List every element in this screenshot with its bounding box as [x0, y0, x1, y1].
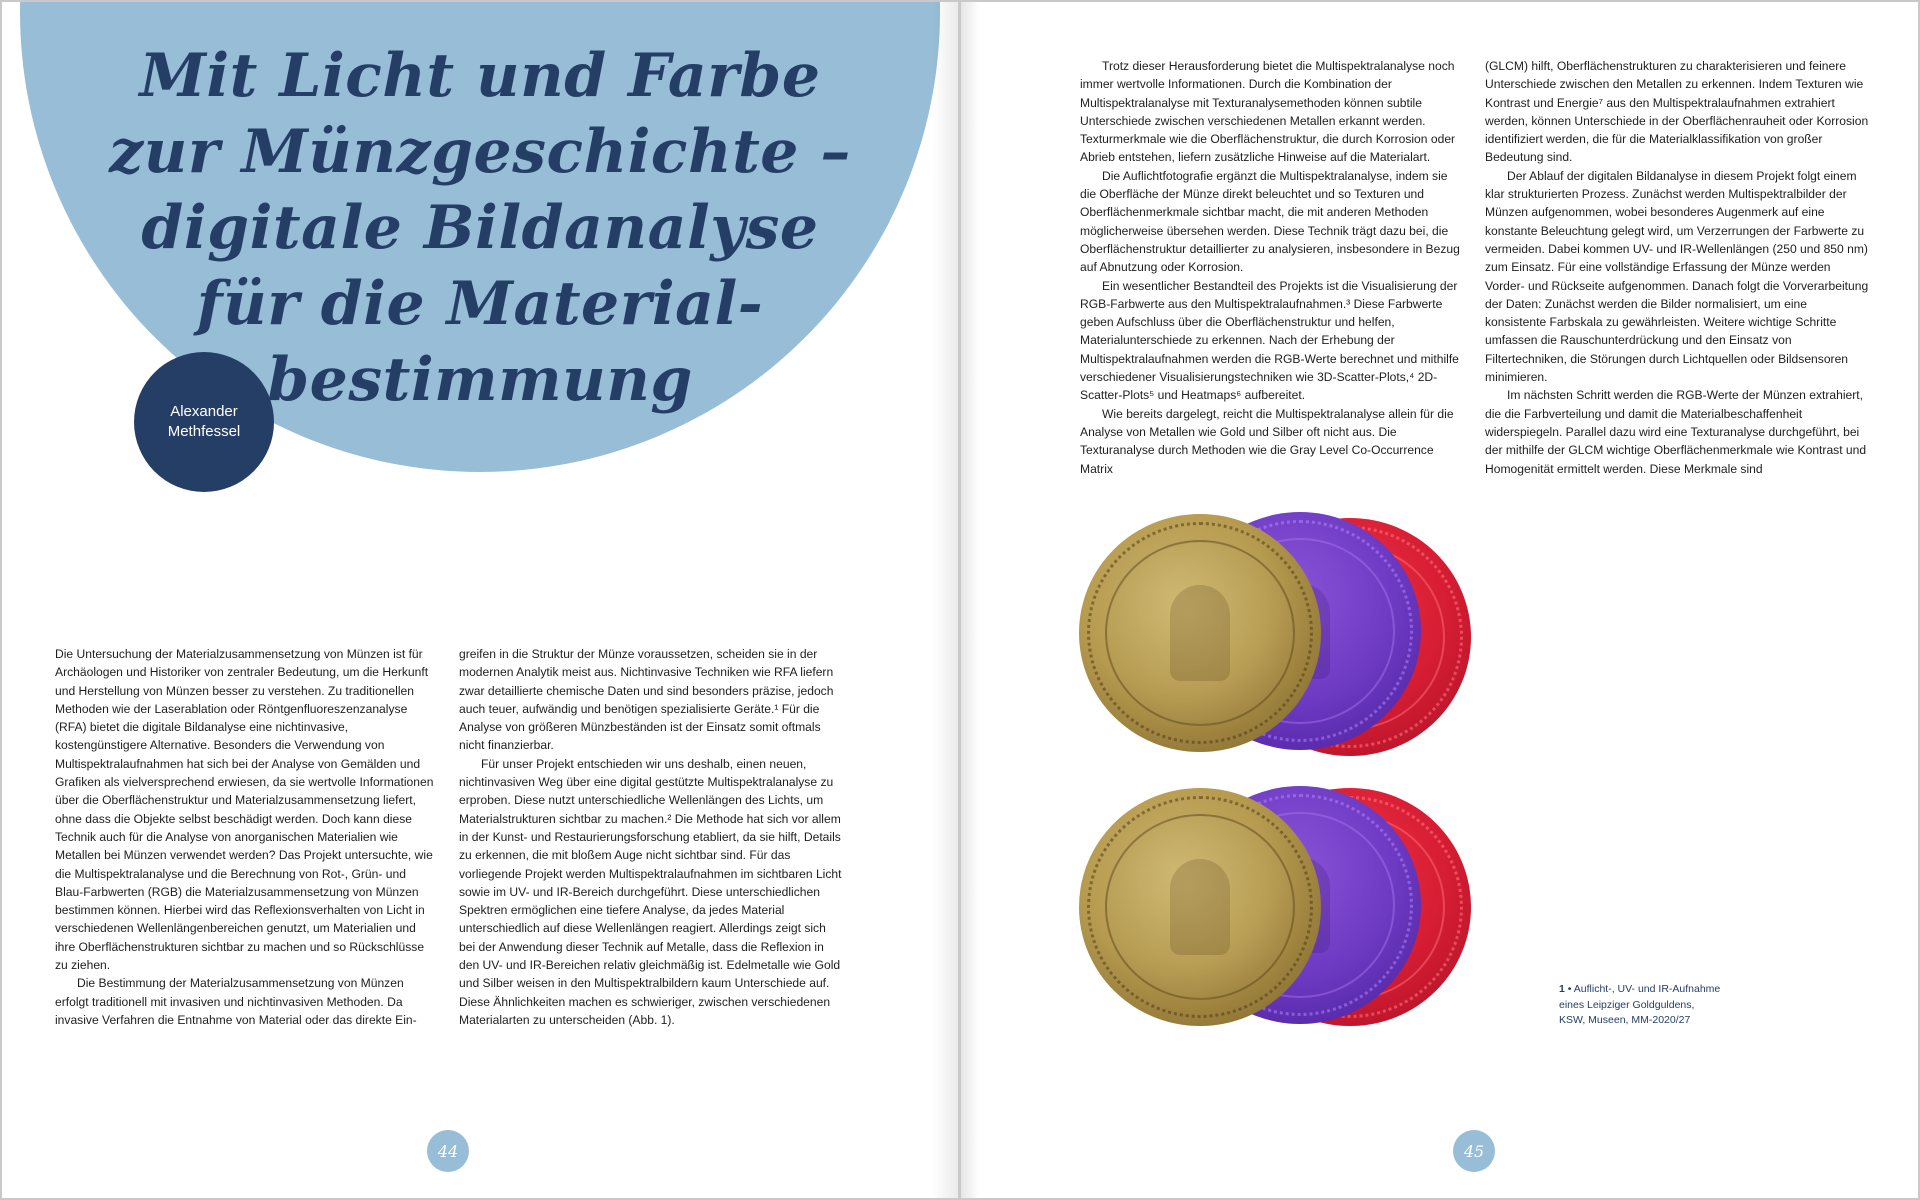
- coin-figure: [1079, 510, 1479, 1030]
- paragraph: Der Ablauf der digitalen Bildanalyse in diesem Projekt folgt einem klar strukturierten Prozess. Zunächst werden Multispektralbilder der Münzen aufgenommen, wobei besonderes Augenmerk auf eine konstante Beleuchtung gelegt wird, um Verzerrungen der Farbwerte zu vermeiden. Dabei kommen UV- und IR-Wellenlängen (250 und 850 nm) zum Einsatz. Für eine vollständige Erfassung der Münze werden Vorder- und Rückseite aufgenommen. Danach folgt die Vorverarbeitung der Daten: Zunächst werden die Bilder normalisiert, um eine konsistente Farbskala zu gewährleisten. Weitere wichtige Schritte umfassen die Rauschunterdrückung und den Einsatz von Filtertechniken, die Störungen durch Lichtquellen oder Bildsensoren minimieren.: [1485, 168, 1869, 385]
- paragraph: Die Untersuchung der Materialzusammensetzung von Münzen ist für Archäologen und Historiker von zentraler Bedeutung, um die Herkunft und Herstellung von Münzen besser zu verstehen. Zu traditionellen Methoden wie der Laserablation oder Röntgenfluoreszenzanalyse (RFA) bietet die digitale Bildanalyse eine nichtinvasive, kostengünstigere Alternative. Besonders die Verwendung von Multispektralaufnahmen hat sich bei der Analyse von Gemälden und Grafiken als vielversprechend erwiesen, da sie wertvolle Informationen über die Oberflächenstruktur und Materialzusammensetzung liefert, ohne dass die Objekte selbst beschädigt werden. Doch kann diese Technik auch für die Analyse von anorganischen Materialien wie Metallen bei Münzen verwendet werden? Das Projekt untersuchte, wie die Multispektralanalyse und die Berechnung von Rot-, Grün- und Blau-Farbwerten (RGB) die Materialzusammensetzung von Münzen bestimmen können. Hierbei wird das Reflexionsverhalten von Licht in verschiedenen Wellenlängenbereichen genutzt, um Materialien und ihre Oberflächenstrukturen sichtbar zu machen und so Rückschlüsse zu ziehen.: [55, 647, 434, 973]
- title-line: für die Material-: [196, 269, 764, 339]
- author-badge: [134, 352, 274, 492]
- coin-gold-obverse: [1079, 514, 1321, 752]
- magazine-spread: [2, 2, 1918, 1198]
- left-column-2: [459, 645, 844, 1029]
- paragraph: Trotz dieser Herausforderung bietet die Multispektralanalyse noch immer wertvolle Informationen. Durch die Kombination der Multispektralanalyse mit Texturanalysemethoden können subtile Unterschiede zwischen verschiedenen Metallen erkannt werden. Texturmerkmale wie die Oberflächenstruktur, die durch Korrosion oder Abrieb entstehen, liefern zusätzliche Hinweise auf die Materialart.: [1080, 59, 1456, 165]
- title-line: digitale Bildanalyse: [141, 193, 819, 263]
- caption-line: • Auflicht-, UV- und IR-Aufnahme: [1567, 983, 1721, 995]
- author-first-name: Alexander: [170, 403, 238, 420]
- paragraph: Für unser Projekt entschieden wir uns deshalb, einen neuen, nichtinvasiven Weg über eine digital gestützte Multispektralanalyse zu erproben. Diese nutzt unterschiedliche Wellenlängen des Lichts, um Materialstrukturen sichtbar zu machen.² Die Methode hat sich vor allem in der Kunst- und Restaurierungsforschung etabliert, da sie hilft, Details zu erkennen, die mit bloßem Auge nicht sichtbar sind. Für das vorliegende Projekt werden Multispektralaufnahmen im sichtbaren Licht sowie im UV- und IR-Bereich durchgeführt. Diese unterschiedlichen Spektren ermöglichen eine tiefere Analyse, da jedes Material unterschiedlich auf diese Wellenlängen reagiert. Allerdings zeigt sich bei der Anwendung dieser Technik auf Metalle, dass die Reflexion in den UV- und IR-Bereichen relativ gleichmäßig ist. Edelmetalle wie Gold und Silber weisen in den Multispektralbildern kaum Unterschiede auf. Diese Ähnlichkeiten machen es schwieriger, zwischen verschiedenen Materialarten zu unterscheiden (Abb. 1).: [459, 756, 842, 1027]
- title-line: bestimmung: [267, 345, 693, 415]
- author-last-name: Methfessel: [167, 423, 241, 440]
- caption-number: 1: [1559, 983, 1565, 995]
- paragraph: greifen in die Struktur der Münze voraussetzen, scheiden sie in der modernen Analytik meist aus. Nichtinvasive Techniken wie RFA liefern zwar detaillierte chemische Daten und sind besonders präzise, jedoch auch teuer, aufwändig und benötigen spezialisierte Geräte.¹ Für die Analyse von größeren Münzbeständen ist der Einsatz somit oftmals nicht finanzierbar.: [459, 647, 834, 753]
- caption-line: eines Leipziger Goldguldens,: [1559, 998, 1695, 1011]
- title-line: Mit Licht und Farbe: [139, 41, 821, 111]
- right-column-2: [1485, 57, 1870, 478]
- left-column-1: [55, 645, 435, 1029]
- caption-line: KSW, Museen, MM-2020/27: [1559, 1014, 1691, 1026]
- coin-gold-reverse: [1079, 788, 1321, 1026]
- paragraph: (GLCM) hilft, Oberflächenstrukturen zu charakterisieren und feinere Unterschiede zwischen den Metallen zu erkennen. Indem Texturen wie Kontrast und Energie⁷ aus den Multispektralaufnahmen extrahiert werden, können Unterschiede in der Oberflächenrauheit oder Korrosion identifiziert werden, die für die Materialklassifikation von großer Bedeutung sind.: [1485, 59, 1869, 165]
- figure-caption: [1559, 982, 1759, 1029]
- page-number-left: 44: [427, 1130, 469, 1172]
- left-page: [2, 2, 958, 1198]
- title-line: zur Münzgeschichte –: [109, 117, 851, 187]
- page-number-right: 45: [1453, 1130, 1495, 1172]
- gutter-shadow: [932, 2, 958, 1198]
- right-column-1: [1080, 57, 1460, 478]
- paragraph: Im nächsten Schritt werden die RGB-Werte der Münzen extrahiert, die die Farbverteilung und damit die Materialbeschaffenheit widerspiegeln. Parallel dazu wird eine Texturanalyse durchgeführt, bei der mithilfe der GLCM wichtige Oberflächenmerkmale wie Kontrast und Homogenität ermittelt werden. Diese Merkmale sind: [1485, 388, 1867, 476]
- paragraph: Wie bereits dargelegt, reicht die Multispektralanalyse allein für die Analyse von Metallen wie Gold und Silber oft nicht aus. Die Texturanalyse durch Methoden wie die Gray Level Co-Occurrence Matrix: [1080, 406, 1454, 476]
- paragraph: Die Auflichtfotografie ergänzt die Multispektralanalyse, indem sie die Oberfläche der Münze direkt beleuchtet und so Texturen und Oberflächenmerkmale sichtbar macht, die mit anderen Methoden möglicherweise übersehen werden. Diese Technik trägt dazu bei, die Oberflächenstruktur detaillierter zu analysieren, insbesondere in Bezug auf Abnutzung oder Korrosion.: [1080, 168, 1460, 275]
- paragraph: Ein wesentlicher Bestandteil des Projekts ist die Visualisierung der RGB-Farbwerte aus den Multispektralaufnahmen.³ Diese Farbwerte geben Aufschluss über die Oberflächenstruktur und helfen, Materialunterschiede zu erkennen. Nach der Erhebung der Multispektralaufnahmen werden die RGB-Werte berechnet und mithilfe verschiedener Visualisierungstechniken wie 3D-Scatter-Plots,⁴ 2D-Scatter-Plots⁵ und Heatmaps⁶ aufbereitet.: [1080, 278, 1459, 403]
- right-page: [961, 2, 1918, 1198]
- paragraph: Die Bestimmung der Materialzusammensetzung von Münzen erfolgt traditionell mit invasiven und nichtinvasiven Methoden. Da invasive Verfahren die Entnahme von Material oder das direkte Ein-: [55, 976, 417, 1027]
